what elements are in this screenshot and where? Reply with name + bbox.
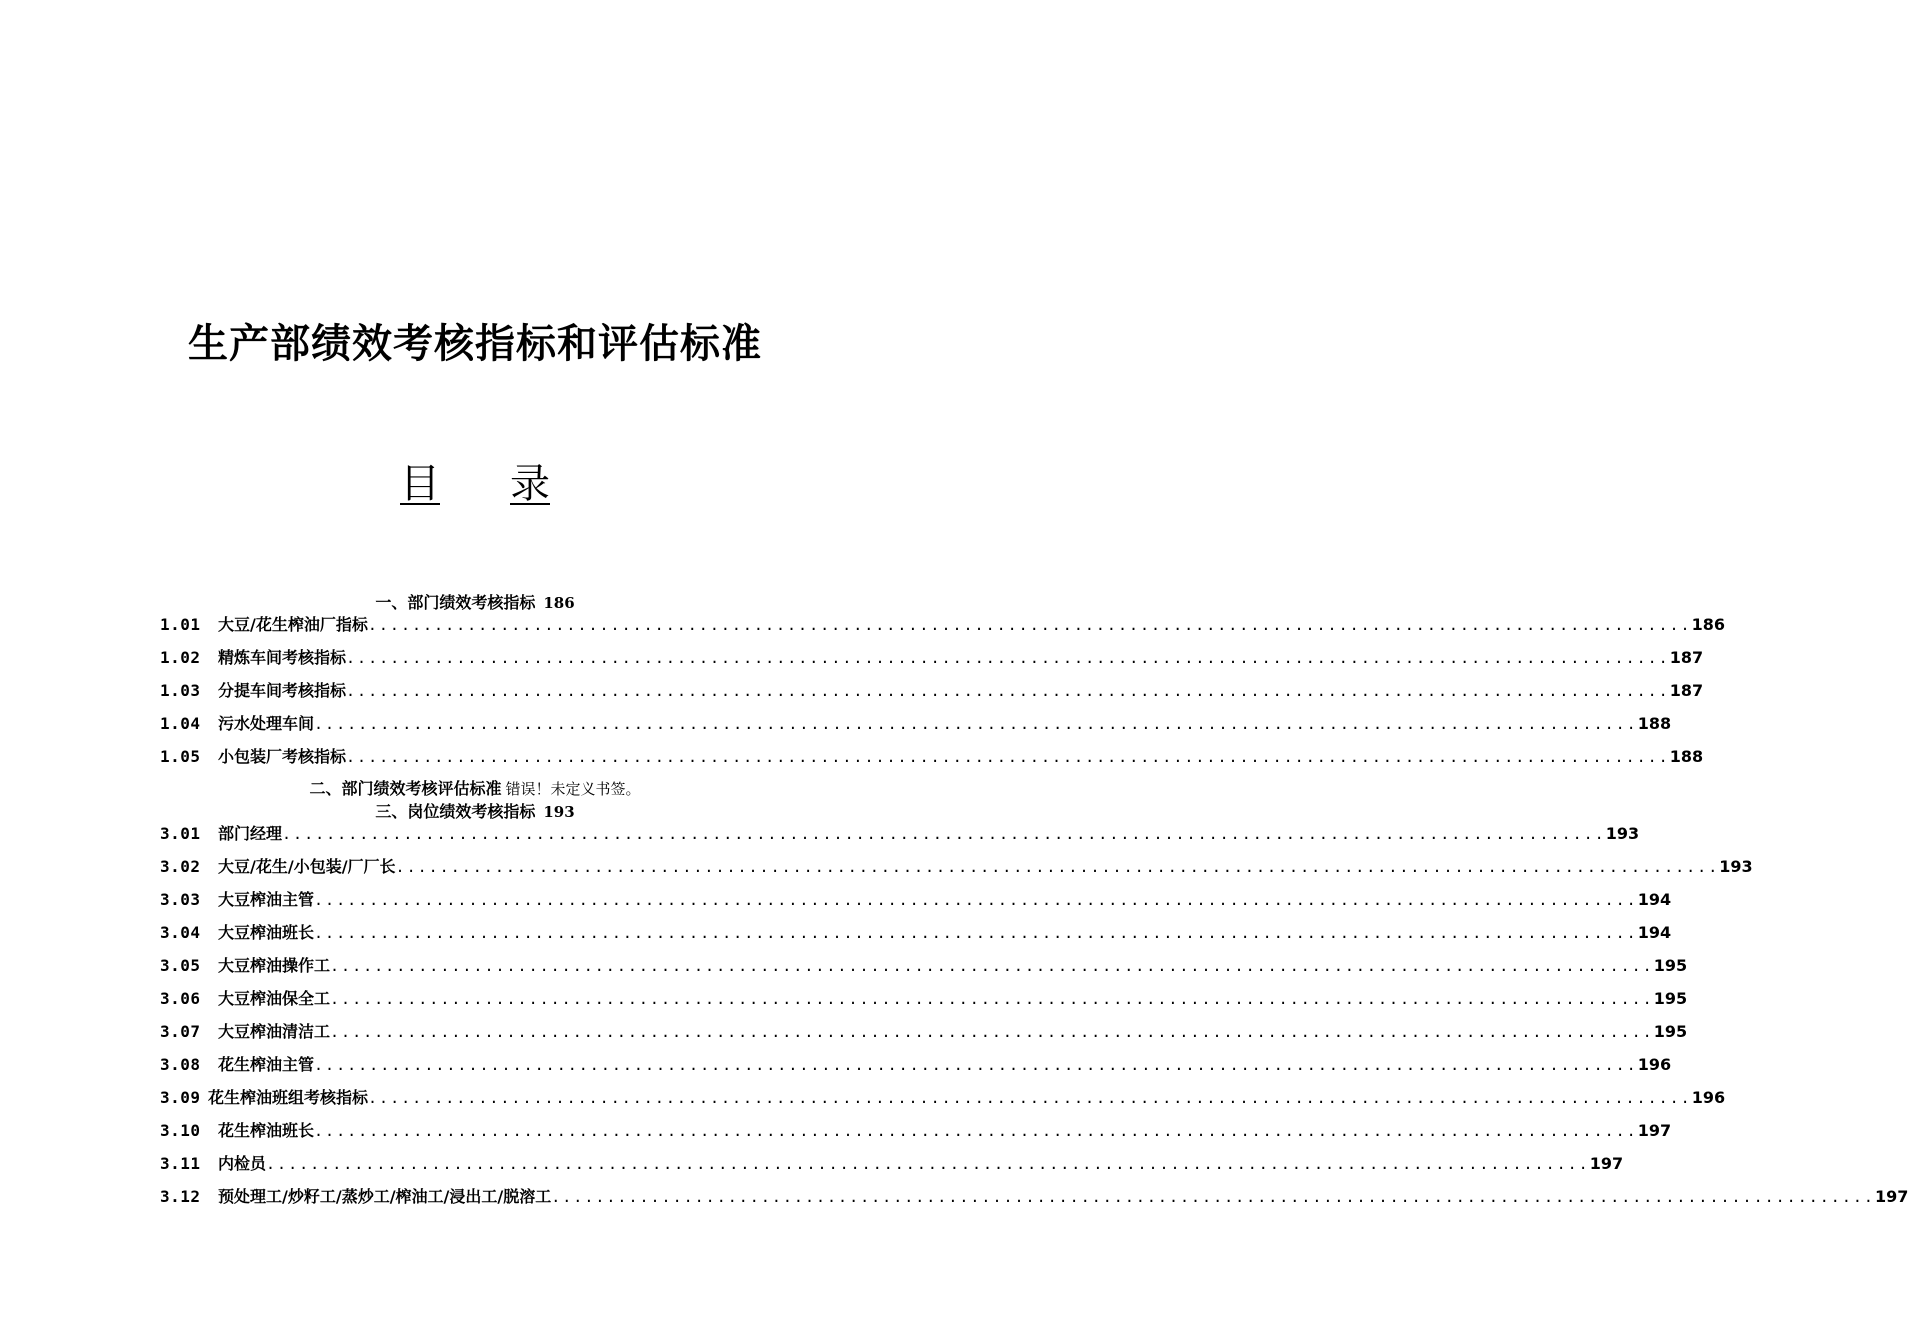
toc-entry[interactable] [160, 1118, 1672, 1140]
bookmark-error-note: 错误！未定义书签。 [505, 780, 641, 798]
toc-entry[interactable] [160, 645, 1704, 667]
entry-page: 196 [1637, 1055, 1672, 1074]
toc-entry[interactable] [160, 854, 1753, 876]
dot-leader: ........................................................................................................................ [282, 825, 1606, 843]
section-label: 三、岗位绩效考核指标 [375, 802, 536, 821]
entry-number: 3.04 [160, 923, 201, 942]
toc-entry[interactable] [160, 612, 1725, 634]
entry-text: 内检员 [218, 1154, 267, 1173]
entry-number: 1.04 [160, 714, 201, 733]
entry-number: 1.03 [160, 681, 201, 700]
dot-leader: ........................................................................................................................ [266, 1155, 1590, 1173]
entry-text: 大豆榨油保全工 [218, 989, 331, 1008]
toc-entry[interactable] [160, 821, 1640, 843]
entry-number: 3.05 [160, 956, 201, 975]
dot-leader: ........................................................................................................................ [346, 649, 1670, 667]
entry-text: 大豆榨油班长 [218, 923, 315, 942]
toc-entry[interactable] [160, 1085, 1726, 1107]
toc-entry[interactable] [160, 1052, 1672, 1074]
dot-leader: ........................................................................................................................ [314, 891, 1638, 909]
toc-entry[interactable] [160, 920, 1672, 942]
entry-page: 194 [1637, 890, 1672, 909]
entry-page: 196 [1691, 1088, 1726, 1107]
section-page: 186 [543, 594, 575, 612]
toc-heading-text: 目 录 [400, 461, 550, 507]
toc-entry[interactable] [160, 1019, 1688, 1041]
entry-page: 195 [1653, 989, 1688, 1008]
document-title: 生产部绩效考核指标和评估标准 [188, 320, 762, 367]
entry-text: 大豆/花生/小包装/厂厂长 [218, 857, 396, 876]
dot-leader: ........................................................................................................................ [551, 1188, 1875, 1206]
entry-page: 193 [1719, 857, 1753, 876]
entry-number: 3.11 [160, 1154, 201, 1173]
dot-leader: ........................................................................................................................ [330, 1023, 1654, 1041]
toc-entry[interactable] [160, 953, 1688, 975]
entry-text: 预处理工/炒籽工/蒸炒工/榨油工/浸出工/脱溶工 [218, 1187, 552, 1206]
dot-leader: ........................................................................................................................ [330, 990, 1654, 1008]
entry-number: 3.08 [160, 1055, 201, 1074]
toc-entry[interactable] [160, 1184, 1908, 1206]
entry-page: 194 [1637, 923, 1672, 942]
section-label: 二、部门绩效考核评估标准 [309, 779, 502, 798]
entry-text: 花生榨油主管 [218, 1055, 315, 1074]
entry-number: 1.01 [160, 615, 201, 634]
entry-text: 花生榨油班组考核指标 [208, 1088, 369, 1107]
entry-number: 3.01 [160, 824, 201, 843]
toc-entry[interactable] [160, 744, 1704, 766]
entry-text: 花生榨油班长 [218, 1121, 315, 1140]
entry-text: 污水处理车间 [218, 714, 315, 733]
entry-number: 3.09 [160, 1088, 201, 1107]
entry-page: 193 [1605, 824, 1640, 843]
entry-page: 187 [1669, 681, 1704, 700]
dot-leader: ........................................................................................................................ [346, 748, 1670, 766]
entry-text: 大豆榨油清洁工 [218, 1022, 331, 1041]
entry-page: 187 [1669, 648, 1704, 667]
entry-text: 精炼车间考核指标 [218, 648, 347, 667]
toc-entry[interactable] [160, 1151, 1624, 1173]
entry-number: 1.02 [160, 648, 201, 667]
dot-leader: ........................................................................................................................ [367, 616, 1692, 634]
dot-leader: ........................................................................................................................ [368, 1089, 1692, 1107]
dot-leader: ........................................................................................................................ [346, 682, 1670, 700]
entry-page: 195 [1653, 1022, 1688, 1041]
entry-page: 197 [1589, 1154, 1624, 1173]
entry-number: 3.02 [160, 857, 201, 876]
entry-number: 1.05 [160, 747, 201, 766]
dot-leader: ........................................................................................................................ [314, 924, 1638, 942]
toc-entry[interactable] [160, 678, 1704, 700]
dot-leader: ........................................................................................................................ [330, 957, 1654, 975]
toc-section-1[interactable] [0, 590, 950, 613]
toc-section-2[interactable] [0, 776, 950, 799]
entry-text: 大豆/花生榨油厂指标 [218, 615, 368, 634]
entry-number: 3.07 [160, 1022, 201, 1041]
toc-entry[interactable] [160, 986, 1688, 1008]
toc-entry[interactable] [160, 887, 1672, 909]
section-label: 一、部门绩效考核指标 [375, 593, 536, 612]
entry-text: 大豆榨油主管 [218, 890, 315, 909]
entry-page: 186 [1691, 615, 1725, 634]
entry-text: 部门经理 [218, 824, 283, 843]
entry-page: 188 [1669, 747, 1704, 766]
entry-page: 195 [1653, 956, 1688, 975]
section-page: 193 [543, 803, 575, 821]
dot-leader: ........................................................................................................................ [314, 715, 1638, 733]
entry-number: 3.10 [160, 1121, 201, 1140]
toc-section-3[interactable] [0, 799, 950, 822]
entry-text: 小包装厂考核指标 [218, 747, 347, 766]
entry-text: 大豆榨油操作工 [218, 956, 331, 975]
entry-number: 3.12 [160, 1187, 201, 1206]
toc-entry[interactable] [160, 711, 1672, 733]
dot-leader: ........................................................................................................................ [314, 1122, 1638, 1140]
toc-heading [0, 452, 950, 509]
entry-page: 197 [1874, 1187, 1908, 1206]
entry-page: 188 [1637, 714, 1672, 733]
entry-number: 3.06 [160, 989, 201, 1008]
entry-text: 分提车间考核指标 [218, 681, 347, 700]
entry-page: 197 [1637, 1121, 1672, 1140]
dot-leader: ........................................................................................................................ [395, 858, 1720, 876]
entry-number: 3.03 [160, 890, 201, 909]
dot-leader: ........................................................................................................................ [314, 1056, 1638, 1074]
